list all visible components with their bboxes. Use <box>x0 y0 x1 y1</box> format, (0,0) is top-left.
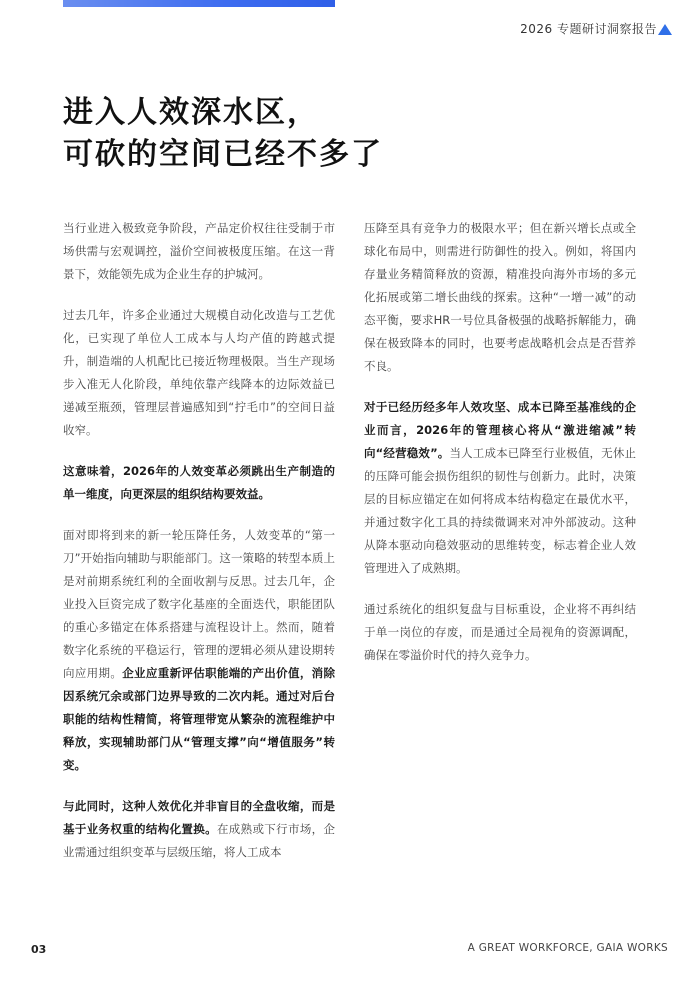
right-column <box>364 217 636 685</box>
page-headline <box>63 92 383 176</box>
headline-line-1: 进入人效深水区， <box>63 95 319 130</box>
paragraph: 过去几年，许多企业通过大规模自动化改造与工艺优化，已实现了单位人工成本与人均产值的跨越式提升，制造端的人机配比已接近物理极限。当生产现场步入准无人化阶段，单纯依靠产线降本的边际效益已递减至瓶颈，管理层普遍感知到“拧毛巾”的空间日益收窄。 <box>63 308 335 437</box>
paragraph <box>63 795 335 864</box>
paragraph-text: 面对即将到来的新一轮压降任务，人效变革的“第一刀”开始指向辅助与职能部门。这一策略的转型本质上是对前期系统红利的全面收割与反思。过去几年，企业投入巨资完成了数字化基座的全面迭代，职能团队的重心多锚定在体系搭建与流程设计上。然而，随着数字化系统的平稳运行，管理的逻辑必须从建设期转向应用期。 <box>63 528 335 680</box>
left-column <box>63 217 335 882</box>
paragraph: 压降至具有竞争力的极限水平；但在新兴增长点或全球化布局中，则需进行防御性的投入。例如，将国内存量业务精简释放的资源，精准投向海外市场的多元化拓展或第二增长曲线的探索。这种“一增一减”的动态平衡，要求HR一号位具备极强的战略拆解能力，确保在极致降本的同时，也要考虑战略机会点是否营养不良。 <box>364 221 636 373</box>
paragraph: 通过系统化的组织复盘与目标重设，企业将不再纠结于单一岗位的存废，而是通过全局视角的资源调配，确保在零溢价时代的持久竞争力。 <box>364 602 636 662</box>
bold-statement: 与此同时，这种人效优化并非盲目的全盘收缩，而是基于业务权重的结构化置换。 <box>63 799 335 836</box>
paragraph <box>63 524 335 777</box>
brand-tagline: A GREAT WORKFORCE, GAIA WORKS <box>467 942 668 954</box>
triangle-logo-icon <box>658 24 672 35</box>
top-accent-bar <box>63 0 335 7</box>
paragraph <box>63 460 335 506</box>
bold-statement: 对于已经历经多年人效攻坚、成本已降至基准线的企业而言，2026年的管理核心将从“激进缩减”转向“经营稳效”。 <box>364 400 636 460</box>
report-label: 2026 专题研讨洞察报告 <box>520 22 657 36</box>
bold-statement: 企业应重新评估职能端的产出价值，消除因系统冗余或部门边界导致的二次内耗。通过对后台职能的结构性精简，将管理带宽从繁杂的流程维护中释放，实现辅助部门从“管理支撑”向“增值服务”转变。 <box>63 666 336 772</box>
bold-statement: 这意味着，2026年的人效变革必须跳出生产制造的单一维度，向更深层的组织结构要效益。 <box>63 464 335 501</box>
paragraph <box>364 396 636 580</box>
page-number: 03 <box>31 943 47 956</box>
paragraph-text: 当人工成本已降至行业极值，无休止的压降可能会损伤组织的韧性与创新力。此时，决策层的目标应锚定在如何将成本结构稳定在最优水平，并通过数字化工具的持续微调来对冲外部波动。这种从降本驱动向稳效驱动的思维转变，标志着企业人效管理进入了成熟期。 <box>364 446 636 575</box>
paragraph-text: 在成熟或下行市场，企业需通过组织变革与层级压缩，将人工成本 <box>63 822 336 859</box>
headline-line-2: 可砍的空间已经不多了 <box>63 137 383 172</box>
paragraph: 当行业进入极致竞争阶段，产品定价权往往受制于市场供需与宏观调控，溢价空间被极度压缩。在这一背景下，效能领先成为企业生存的护城河。 <box>63 221 335 281</box>
